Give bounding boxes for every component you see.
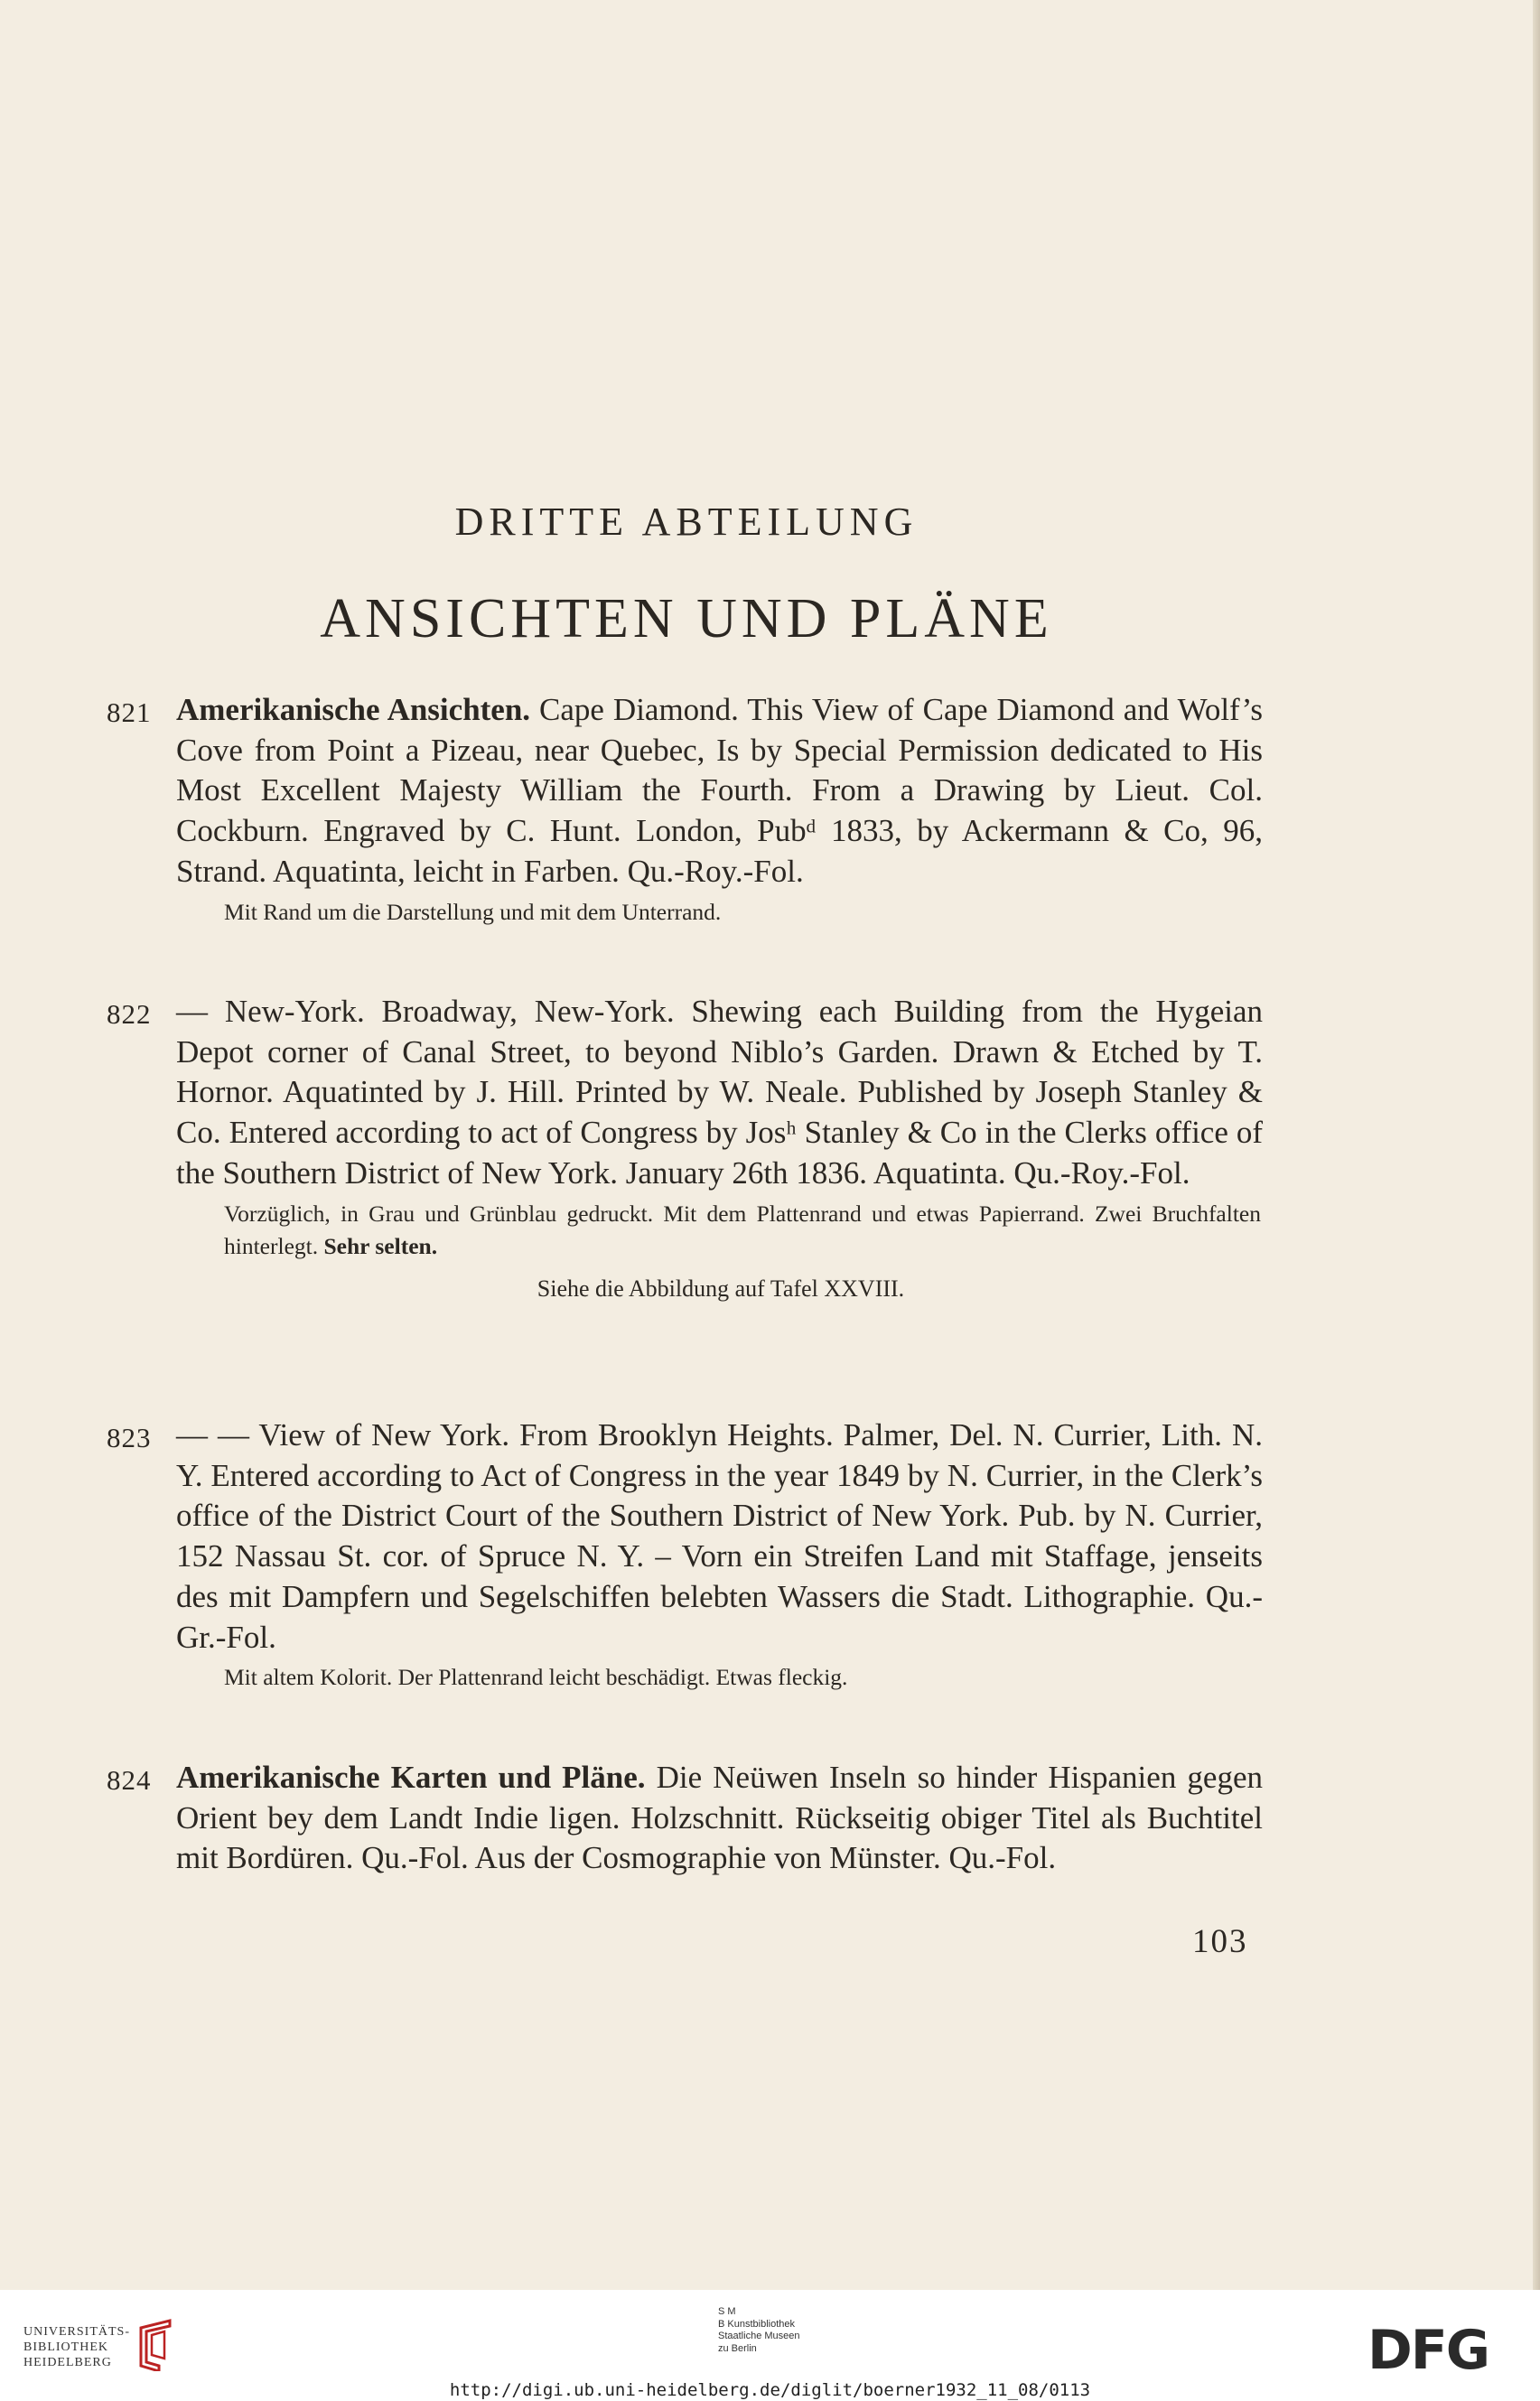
- entry-title: Amerikanische Ansichten.: [176, 692, 531, 727]
- university-logo-line: BIBLIOTHEK: [23, 2340, 108, 2354]
- entry-text: [176, 992, 1263, 1194]
- university-emblem-icon: [134, 2319, 179, 2376]
- entry-number: 824: [107, 1764, 152, 1796]
- page-edge: [1533, 0, 1540, 2290]
- smb-line: S M: [718, 2306, 736, 2317]
- catalog-entry: [107, 690, 1263, 929]
- entry-note-text: Vorzüglich, in Grau und Grünblau gedruckt. Mit dem Plattenrand und etwas Papierrand. Zwei Bruchfalten hinterlegt.: [224, 1200, 1261, 1259]
- permalink-url[interactable]: http://digi.ub.uni-heidelberg.de/diglit/boerner1932_11_08/0113: [449, 2380, 1091, 2400]
- university-logo-line: UNIVERSITÄTS-: [23, 2325, 130, 2339]
- entry-text: [176, 1758, 1263, 1879]
- university-logo-line: HEIDELBERG: [23, 2356, 112, 2369]
- entry-description: Cape Diamond. This View of Cape Diamond and Wolf’s Cove from Point a Pizeau, near Quebec, Is by Special Permission dedicated to His Most Excellent Majesty William the Fourth. From a Drawing by Lieut. Col. Cockburn. Engraved by C. Hunt. London, Pubᵈ 1833, by Ackermann & Co, 96, Strand. Aquatinta, leicht in Farben. Qu.-Roy.-Fol.: [176, 692, 1263, 889]
- section-subheading: DRITTE ABTEILUNG: [454, 500, 919, 544]
- smb-line: B Kunstbibliothek: [718, 2318, 795, 2330]
- smb-line: zu Berlin: [718, 2342, 757, 2354]
- footer-bar: [0, 2290, 1540, 2401]
- smb-line: Staatliche Museen: [718, 2331, 800, 2341]
- entry-number: 821: [107, 696, 152, 728]
- entry-text: [176, 1415, 1263, 1658]
- catalog-entry: [107, 1758, 1263, 1879]
- entry-text: [176, 690, 1263, 892]
- entry-note: [224, 1198, 1261, 1263]
- catalog-entry: [107, 1415, 1263, 1694]
- entry-note-emphasis: Sehr selten.: [323, 1232, 438, 1259]
- entry-note: Mit altem Kolorit. Der Plattenrand leicht beschädigt. Etwas fleckig.: [224, 1664, 848, 1691]
- dfg-logo[interactable]: DFG: [1367, 2319, 1489, 2382]
- university-library-logo[interactable]: [23, 2324, 130, 2370]
- page-number: 103: [1192, 1923, 1248, 1960]
- plate-reference: Siehe die Abbildung auf Tafel XXVIII.: [537, 1275, 905, 1302]
- entry-number: 823: [107, 1422, 152, 1453]
- entry-description: — New-York. Broadway, New-York. Shewing each Building from the Hygeian Depot corner of Canal Street, to beyond Niblo’s Garden. Drawn & Etched by T. Hornor. Aquatinted by J. Hill. Printed by W. Neale. Published by Joseph Stanley & Co. Entered according to act of Congress by Josʰ Stanley & Co in the Clerks office of the Southern District of New York. January 26th 1836. Aquatinta. Qu.-Roy.-Fol.: [176, 994, 1263, 1191]
- entry-title: Amerikanische Karten und Pläne.: [176, 1760, 646, 1795]
- entry-description: Die Neüwen Inseln so hinder Hispanien gegen Orient bey dem Landt Indie ligen. Holzschnitt. Rückseitig obiger Titel als Buchtitel mit Bordüren. Qu.-Fol. Aus der Cosmographie von Münster. Qu.-Fol.: [176, 1760, 1263, 1876]
- entry-number: 822: [107, 998, 152, 1030]
- entry-note: Mit Rand um die Darstellung und mit dem Unterrand.: [224, 898, 722, 925]
- entry-description: — — View of New York. From Brooklyn Heights. Palmer, Del. N. Currier, Lith. N. Y. Entered according to Act of Congress in the year 1849 by N. Currier, in the Clerk’s office of the District Court of the Southern District of New York. Pub. by N. Currier, 152 Nassau St. cor. of Spruce N. Y. – Vorn ein Streifen Land mit Staffage, jenseits des mit Dampfern und Segelschiffen belebten Wassers die Stadt. Lithographie. Qu.-Gr.-Fol.: [176, 1417, 1263, 1655]
- smb-logo[interactable]: [718, 2306, 800, 2355]
- catalog-entry: [107, 992, 1263, 1303]
- section-heading: ANSICHTEN UND PLÄNE: [320, 588, 1053, 649]
